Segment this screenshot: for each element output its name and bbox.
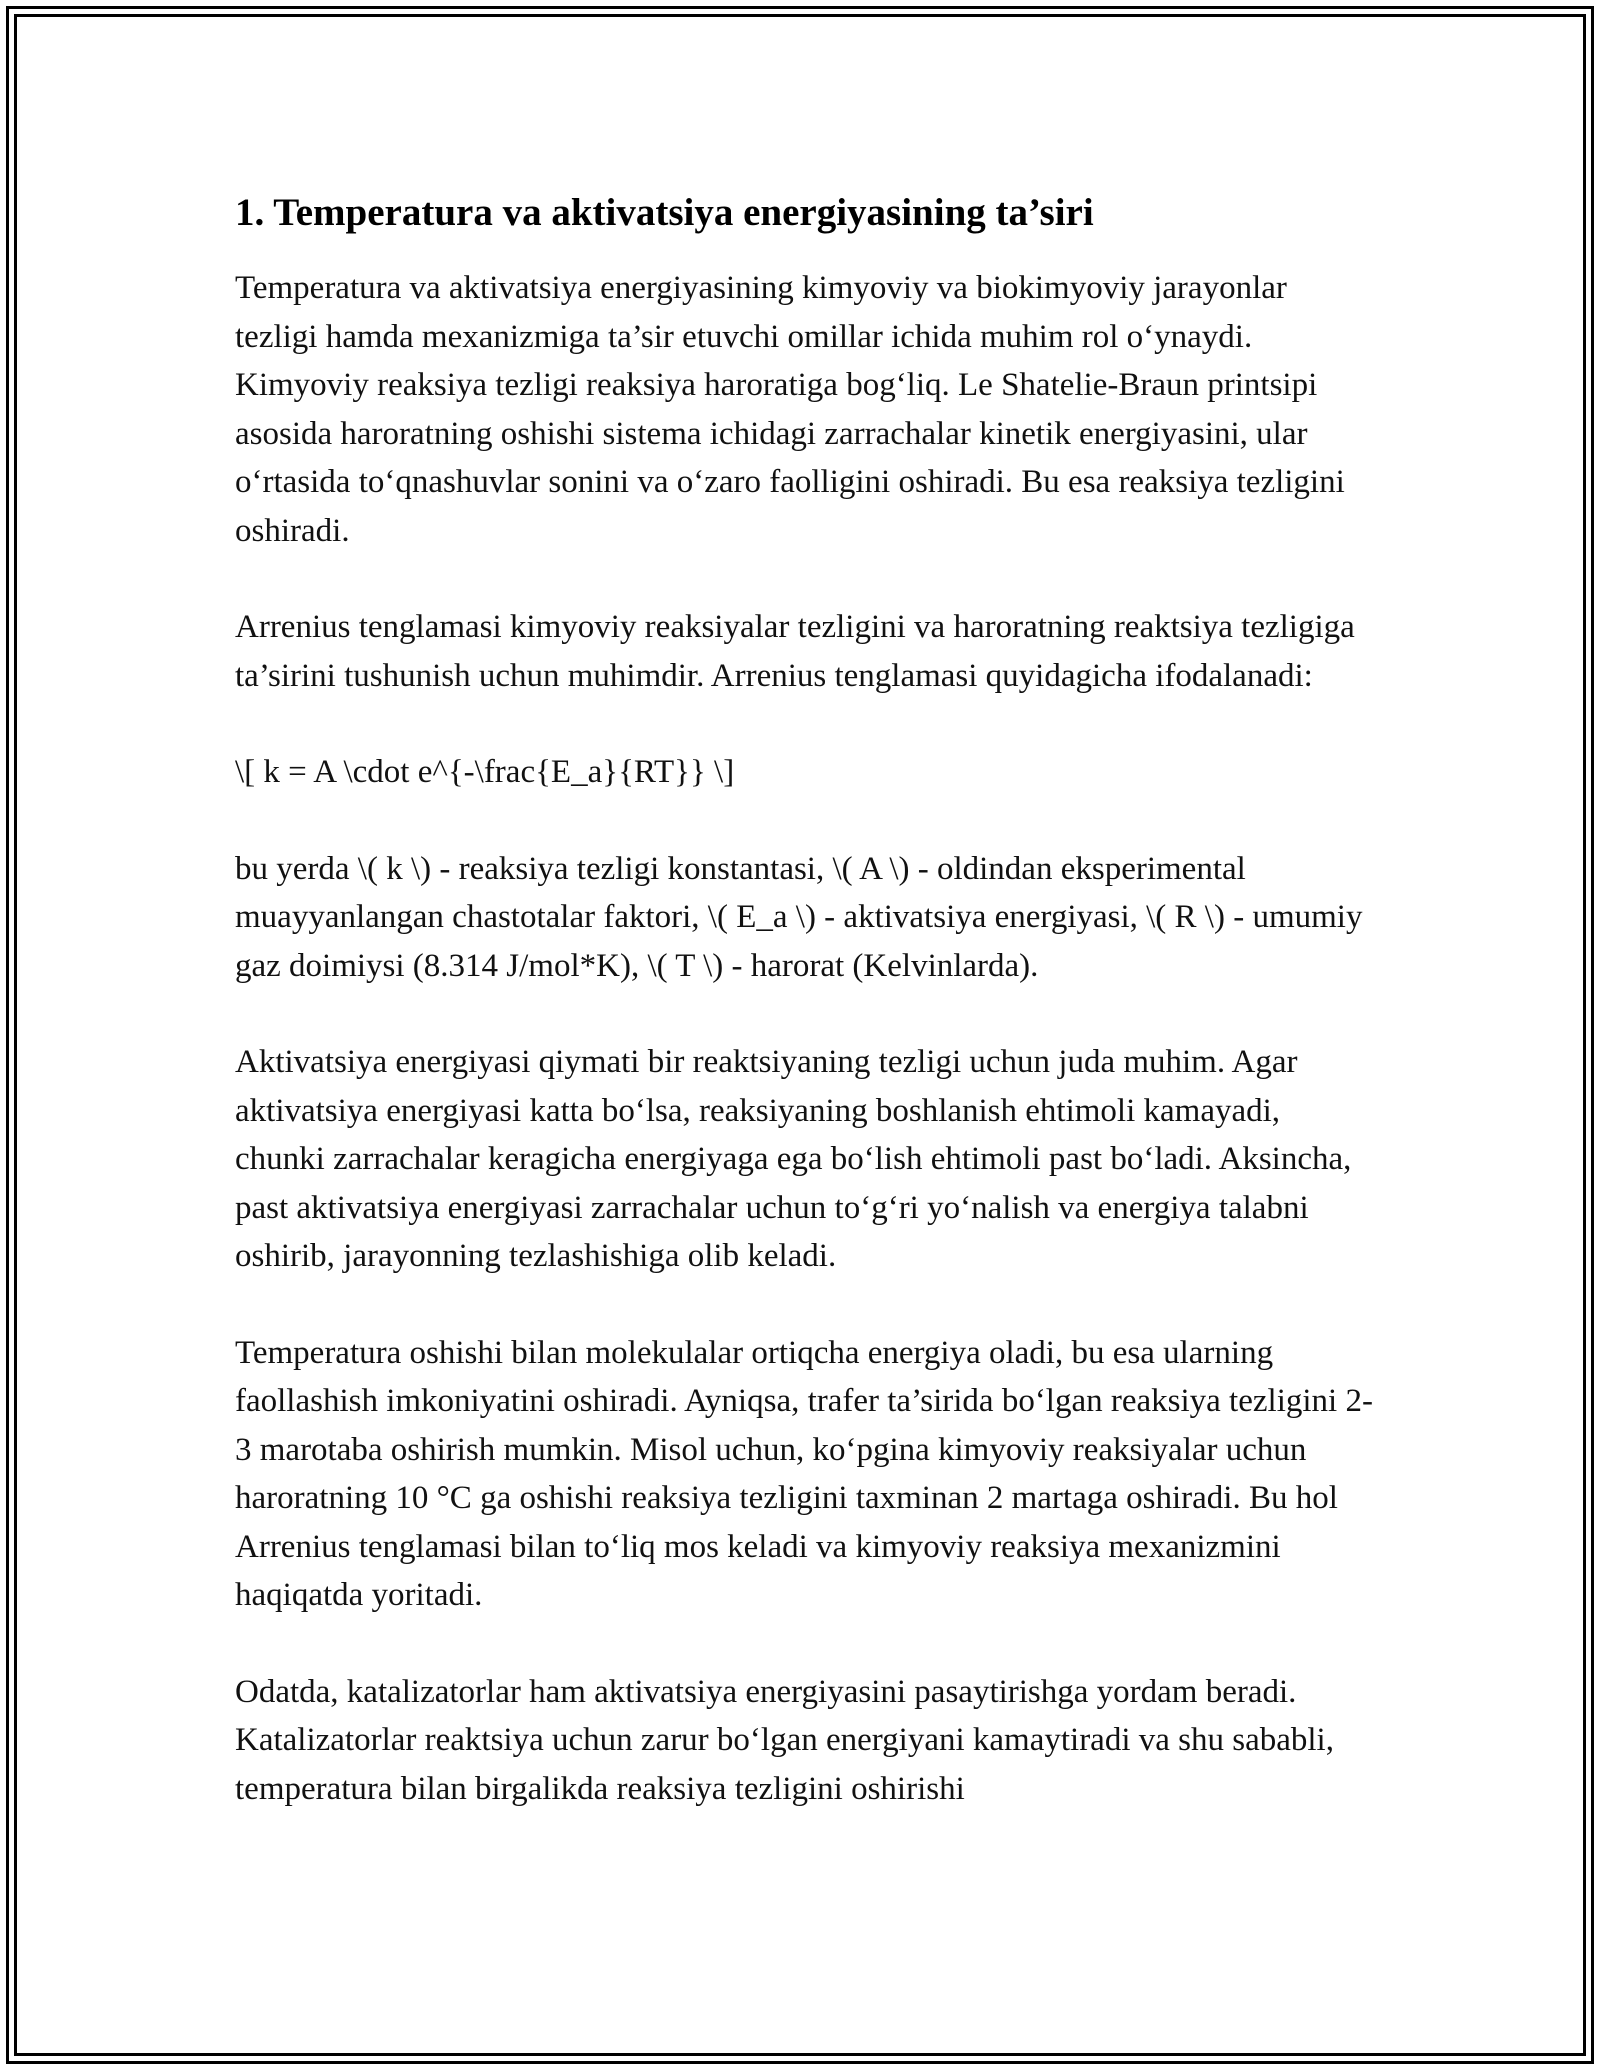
section-heading: 1. Temperatura va aktivatsiya energiyasining ta’siri xyxy=(235,191,1094,234)
arrhenius-formula: \[ k = A \cdot e^{-\frac{E_a}{RT}} \] xyxy=(235,754,735,790)
paragraph-catalysts: Odatda, katalizatorlar ham aktivatsiya energiyasini pasaytirishga yordam beradi. Katalizatorlar reaktsiya uchun zarur bo‘lgan energiyani kamaytiradi va shu sababli, temperatura bilan birgalikda reaksiya tezligini oshirishi xyxy=(235,1673,1334,1807)
paragraph-intro: Temperatura va aktivatsiya energiyasining kimyoviy va biokimyoviy jarayonlar tezligi hamda mexanizmiga ta’sir etuvchi omillar ichida muhim rol o‘ynaydi. Kimyoviy reaksiya tezligi reaksiya haroratiga bog‘liq. Le Shatelie-Braun printsipi asosida haroratning oshishi sistema ichidagi zarrachalar kinetik energiyasini, ular o‘rtasida to‘qnashuvlar sonini va o‘zaro faolligini oshiradi. Bu esa reaksiya tezligini oshiradi. xyxy=(235,270,1345,549)
paragraph-variable-definitions: bu yerda \( k \) - reaksiya tezligi konstantasi, \( A \) - oldindan eksperimental muayyanlangan chastotalar faktori, \( E_a \) - aktivatsiya energiyasi, \( R \) - umumiy gaz doimiysi (8.314 J/mol*K), \( T \) - harorat (Kelvinlarda). xyxy=(235,850,1363,984)
document-body xyxy=(235,188,1375,1861)
paragraph-temperature-effect: Temperatura oshishi bilan molekulalar ortiqcha energiya oladi, bu esa ularning faollashish imkoniyatini oshiradi. Ayniqsa, trafer ta’sirida bo‘lgan reaksiya tezligini 2-3 marotaba oshirish mumkin. Misol uchun, ko‘pgina kimyoviy reaksiyalar uchun haroratning 10 °C ga oshishi reaksiya tezligini taxminan 2 martaga oshiradi. Bu hol Arrenius tenglamasi bilan to‘liq mos keladi va kimyoviy reaksiya mexanizmini haqiqatda yoritadi. xyxy=(235,1334,1373,1613)
paragraph-activation-energy: Aktivatsiya energiyasi qiymati bir reaktsiyaning tezligi uchun juda muhim. Agar aktivatsiya energiyasi katta bo‘lsa, reaksiyaning boshlanish ehtimoli kamayadi, chunki zarrachalar keragicha energiyaga ega bo‘lish ehtimoli past bo‘ladi. Aksincha, past aktivatsiya energiyasi zarrachalar uchun to‘g‘ri yo‘nalish va energiya talabni oshirib, jarayonning tezlashishiga olib keladi. xyxy=(235,1044,1352,1274)
paragraph-arrhenius-intro: Arrenius tenglamasi kimyoviy reaksiyalar tezligini va haroratning reaktsiya tezligiga ta’sirini tushunish uchun muhimdir. Arrenius tenglamasi quyidagicha ifodalanadi: xyxy=(235,609,1355,694)
